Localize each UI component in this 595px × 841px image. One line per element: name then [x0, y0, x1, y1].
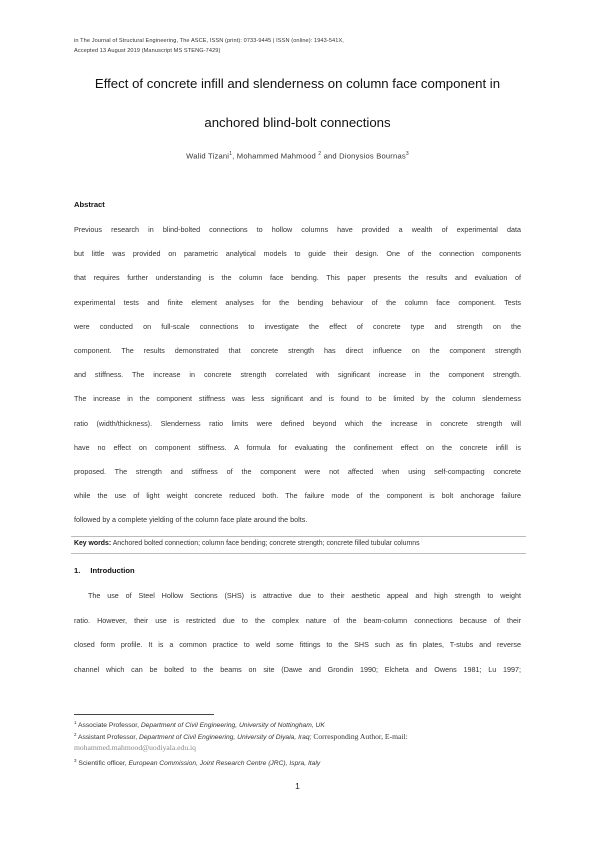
footnote-affiliation: Department of Civil Engineering, University of Nottingham, UK [140, 722, 325, 730]
abstract-line: but little was provided on parametric analytical models to guide their design. One of the connection components [74, 249, 521, 259]
introduction-line: channel which can be bolted to the beams on site (Dawe and Grondin 1990; Elcheta and Owens 1981; Lu 1997; [74, 664, 521, 674]
keywords-divider [71, 536, 526, 537]
footnote-2 [74, 732, 408, 741]
abstract-line: ratio (width/thickness). Slenderness ratio limits were defined beyond which the increase in concrete strength will [74, 418, 521, 428]
introduction-body [74, 584, 521, 682]
abstract-line: The increase in the component stiffness was less significant and is found to be limited by the column slenderness [74, 394, 521, 404]
introduction-line: The use of Steel Hollow Sections (SHS) is attractive due to their aesthetic appeal and high strength to weight [88, 591, 521, 600]
footnote-mark: 2 [74, 732, 77, 737]
footnote-1 [74, 720, 325, 729]
abstract-line: were conducted on full-scale connections to investigate the effect of concrete type and strength on the [74, 321, 521, 331]
footnote-rule [74, 714, 214, 715]
abstract-line: component. The results demonstrated that concrete strength has direct influence on the component strength [74, 346, 521, 356]
footnote-mark: 1 [74, 720, 77, 725]
introduction-line: ratio. However, their use is restricted due to the complex nature of the beam-column connections because of their [74, 615, 521, 625]
abstract-line: proposed. The strength and stiffness of the component were not affected when using self-compacting concrete [74, 467, 521, 477]
abstract-line: have no effect on component stiffness. A formula for evaluating the confinement effect on the concrete infill is [74, 442, 521, 452]
footnote-role: Scientific officer, [78, 760, 127, 768]
footnote-2-email-line [74, 743, 196, 752]
keywords [74, 540, 521, 547]
section-number: 1. [74, 566, 81, 575]
footnote-affiliation: European Commission, Joint Research Centre (JRC), Ispra, Italy [128, 760, 321, 768]
abstract-line: and stiffness. The increase in concrete strength correlated with significant increase in the component strength. [74, 370, 521, 380]
author-affiliation-mark: 3 [405, 151, 409, 157]
journal-citation [74, 37, 494, 56]
footnote-corresponding: Corresponding Author, E-mail: [313, 732, 408, 742]
abstract-line: while the use of light weight concrete reduced both. The failure mode of the component is bolt anchorage failure [74, 491, 521, 501]
abstract-line: that requires further understanding is the column face bending. This paper presents the results and evaluation of [74, 273, 521, 283]
email-link[interactable]: mohammed.mahmood@uodiyala.edu.iq [74, 743, 196, 752]
abstract-line: Previous research in blind-bolted connections to hollow columns have provided a wealth of experimental data [74, 225, 521, 234]
section-title: Introduction [90, 566, 135, 575]
page-number: 1 [295, 781, 300, 791]
abstract-body [74, 218, 521, 533]
paper-title-line-1: Effect of concrete infill and slenderness on column face component in [94, 76, 501, 91]
footnote-3 [74, 758, 320, 767]
paper-title-line-2: anchored blind-bolt connections [204, 115, 391, 130]
abstract-line: experimental tests and finite element analyses for the bending behaviour of the column face component. Tests [74, 297, 521, 307]
author-separator: , [232, 151, 235, 161]
introduction-line: closed form profile. It is a common practice to weld some fittings to the SHS such as fin plates, T-stubs and reverse [74, 640, 521, 650]
footnote-role: Associate Professor, [78, 722, 139, 730]
keywords-divider [71, 553, 526, 554]
author-name: Mohammed Mahmood [236, 151, 316, 161]
journal-line-2: Accepted 13 August 2019 (Manuscript MS STENG-7429) [74, 47, 221, 54]
author-list [40, 151, 555, 161]
keywords-text: Anchored bolted connection; column face bending; concrete strength; concrete filled tubular columns [112, 540, 420, 547]
footnote-role: Assistant Professor, [78, 734, 138, 742]
keywords-label: Key words: [74, 540, 112, 547]
author-separator: and [323, 151, 337, 161]
author-name: Walid Tizani [186, 151, 230, 161]
abstract-heading: Abstract [74, 200, 105, 209]
author-affiliation-mark: 2 [318, 151, 322, 157]
author-name: Dionysios Bournas [339, 151, 406, 161]
author-affiliation-mark: 1 [229, 151, 233, 157]
journal-line-1: in The Journal of Structural Engineering, The ASCE, ISSN (print): 0733-9445 | ISSN (online): 1943-541X, [74, 38, 344, 44]
footnote-mark: 3 [74, 758, 77, 763]
section-heading-introduction [74, 566, 135, 575]
abstract-line: followed by a complete yielding of the column face plate around the bolts. [74, 515, 308, 525]
footnote-affiliation: Department of Civil Engineering, University of Diyala, Iraq; [138, 734, 312, 742]
